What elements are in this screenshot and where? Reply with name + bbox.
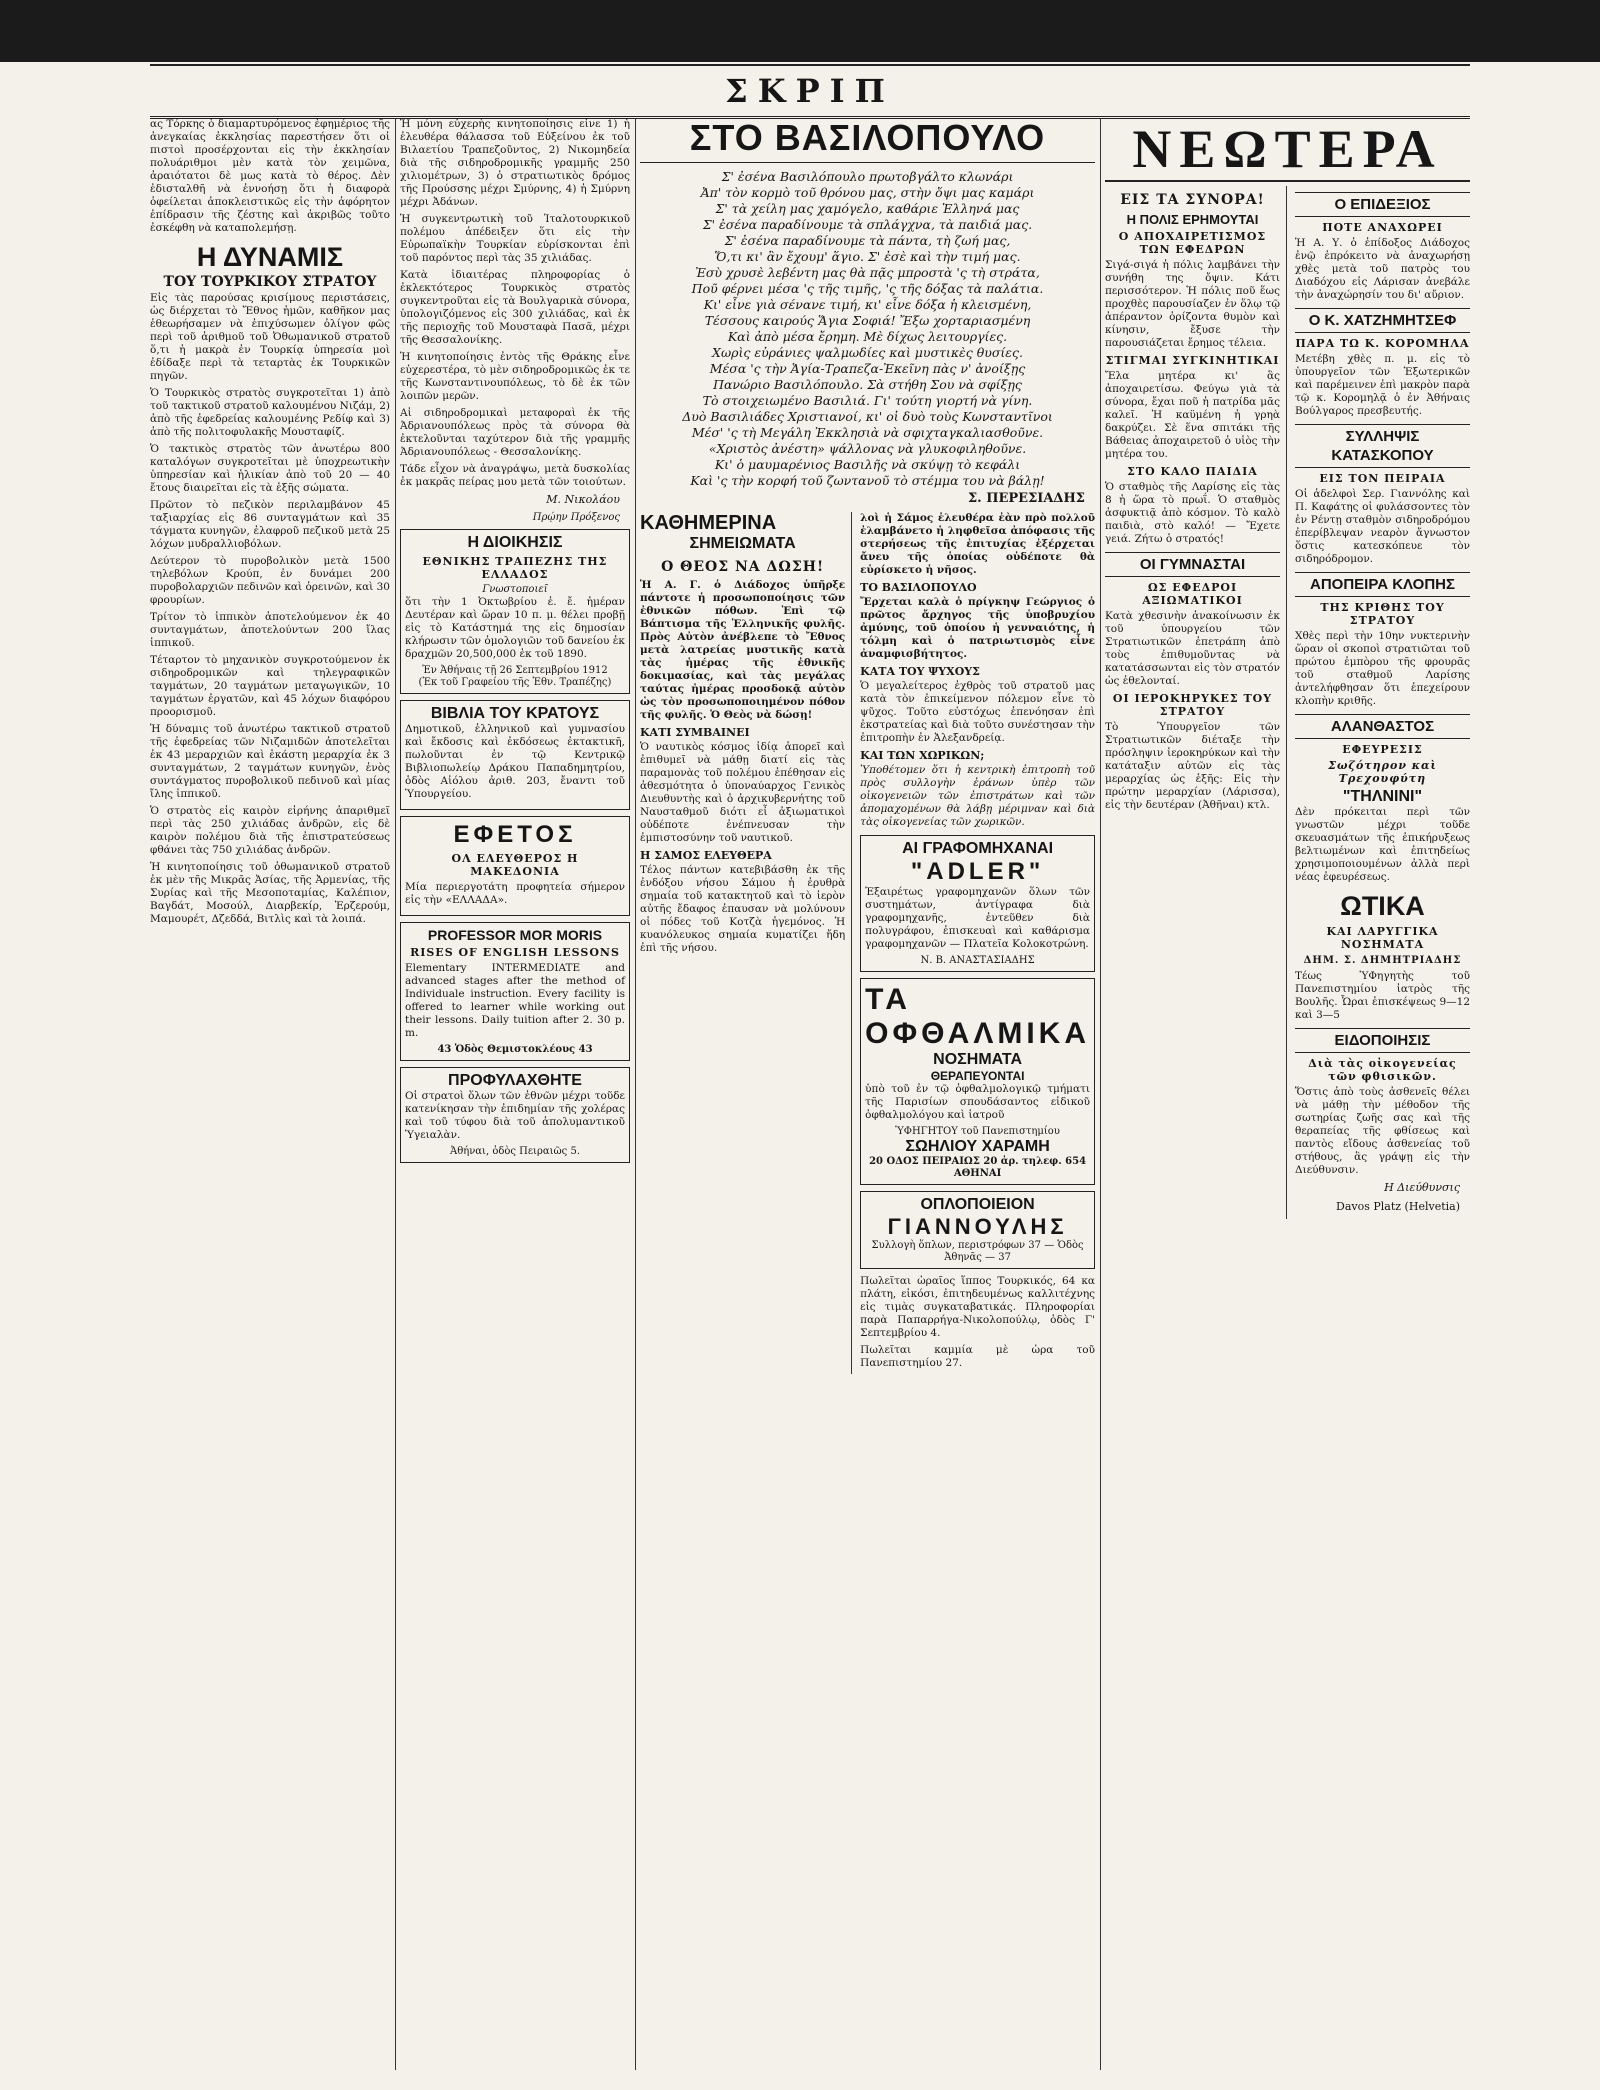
bank-notice-title: Η ΔΙΟΙΚΗΣΙΣ bbox=[467, 534, 563, 551]
profylaxis-ad bbox=[400, 1067, 630, 1163]
poem-line: Κι' εἶνε γιὰ σένανε τιμή, κι' εἶνε δόξα ἡ κλεισμένη, bbox=[703, 297, 1032, 312]
bank-notice-subtitle: ΕΘΝΙΚΗΣ ΤΡΑΠΕΖΗΣ ΤΗΣ ΕΛΛΑΔΟΣ bbox=[422, 555, 608, 581]
eye-ad-role: ὙΦΗΓΗΤΟΥ τοῦ Πανεπιστημίου bbox=[895, 1126, 1060, 1137]
section-body: Τέλος πάντων κατεβιβάσθη ἐκ τῆς ἐνδόξου νήσου Σάμου ἡ ἐρυθρὰ σημαία τοῦ κατακτητοῦ καὶ τὸ ἱερὸν αὐτῆς ἔδαφος ἐπαυσαν νὰ μολύνουν οἱ πόδες τοῦ Κοτζὰ ἡγεμόνος. Ἡ κυανόλευκος σημαία κυματίζει ἤδη ἐπὶ τῆς νήσου. bbox=[640, 864, 846, 954]
section-heading: ΤΟ ΒΑΣΙΛΟΠΟΥΛΟ bbox=[860, 581, 977, 594]
poem-line: Καὶ 'ς τὴν κορφή τοῦ ζωντανοῦ τὸ στέμμα του νὰ βάλῃ! bbox=[690, 473, 1045, 488]
section-subheading: Ο ΑΠΟΧΑΙΡΕΤΙΣΜΟΣ ΤΩΝ ΕΦΕΔΡΩΝ bbox=[1118, 230, 1267, 256]
adler-ad-title: ΑΙ ΓΡΑΦΟΜΗΧΑΝΑΙ bbox=[902, 840, 1054, 857]
section-heading: ΟΙ ΙΕΡΟΚΗΡΥΚΕΣ ΤΟΥ ΣΤΡΑΤΟΥ bbox=[1112, 692, 1273, 718]
column-rule bbox=[1100, 118, 1101, 2070]
english-lessons-ad bbox=[400, 922, 630, 1061]
poem-line: Χωρὶς εὐράνιες ψαλμωδίες καὶ μυστικὲς θυσίες. bbox=[712, 345, 1023, 360]
section-subheading: ΤΗΣ ΚΡΙΘΗΣ ΤΟΥ ΣΤΡΑΤΟΥ bbox=[1320, 601, 1445, 627]
author-role: Πρῴην Πρόξενος bbox=[532, 512, 620, 523]
section-body: Τέως ὙΦηγητὴς τοῦ Πανεπιστημίου ἰατρὸς τῆς Βουλῆς. Ὧραι ἐπισκέψεως 9—12 καὶ 3—5 bbox=[1295, 970, 1470, 1021]
profylaxis-title: ΠΡΟΦΥΛΑΧΘΗΤΕ bbox=[448, 1072, 582, 1089]
efetos-ad bbox=[400, 816, 630, 916]
author-signature: Μ. Νικολάου bbox=[546, 493, 620, 506]
eye-ad-body: ὑπὸ τοῦ ἐν τῷ ὀφθαλμολογικῷ τμήματι τῆς Παρισίων σπουδάσαντος εἰδικοῦ ὀφθαλμολόγου καὶ ἰατροῦ bbox=[865, 1083, 1090, 1121]
masthead-title: ΣΚΡΙΠ bbox=[725, 72, 895, 110]
poem-line: Ποῦ φέρνει μέσα 'ς τῆς τιμῆς, 'ς τῆς δόξας τὰ παλάτια. bbox=[691, 281, 1044, 296]
notice-address: Davos Platz (Helvetia) bbox=[1336, 1200, 1460, 1213]
section-body: Ὁ μεγαλείτερος ἐχθρὸς τοῦ στρατοῦ μας κατὰ τὸν ἐπικείμενον πόλεμον εἶνε τὸ ψῦχος. Τοῦτο εὐστόχως ἐπενόησαν ἐπὶ ἐκστρατείας καὶ διὰ τοῦτο συνέστησαν τὴν ἐπιτροπὴν ἐν Ἀλεξανδρείᾳ. bbox=[860, 680, 1095, 744]
section-heading: ΚΑΙ ΤΩΝ ΧΩΡΙΚΩΝ; bbox=[860, 749, 985, 762]
adler-ad-sign: Ν. Β. ΑΝΑΣΤΑΣΙΑΔΗΣ bbox=[920, 955, 1035, 966]
poem-line: Σ' ἐσένα παραδίνουμε τὰ σπλάγχνα, τὰ παιδιά μας. bbox=[702, 217, 1033, 232]
english-lessons-body: Elementary INTERMEDIATE and advanced stages after the method of Individuale instruction. Every facility is offered to learner while working out their lessons. Daily tuition after 2. 30 p. m. bbox=[405, 962, 625, 1039]
notice-signature: Η Διεύθυνσις bbox=[1384, 1181, 1460, 1194]
section-heading: ΩΤΙΚΑ bbox=[1340, 891, 1425, 921]
news-right-subcolumn bbox=[1295, 186, 1470, 1219]
bank-notice-label: Γνωστοποιεῖ bbox=[482, 584, 548, 595]
section-subheading: ΚΑΙ ΛΑΡΥΓΓΙΚΑ ΝΟΣΗΜΑΤΑ bbox=[1326, 925, 1439, 951]
poem-line: Τέσσους καιρούς Ἅγια Σοφιά! Ἔξω χορταριασμένη bbox=[704, 313, 1031, 328]
section-heading: ΚΑΤΙ ΣΥΜΒΑΙΝΕΙ bbox=[640, 726, 750, 739]
news-two-column bbox=[1105, 186, 1470, 1219]
bank-notice-date: Ἐν Ἀθήναις τῇ 26 Σεπτεμβρίου 1912 bbox=[422, 665, 608, 676]
section-body: Σιγά-σιγά ἡ πόλις λαμβάνει τὴν συνήθη της ὄψιν. Κάτι περισσότερον. Ἡ πόλις ποῦ ἕως προχθὲς παρουσίαζεν ἐν ὅλῳ τῷ ἀπέραντον ὁρίζοντα θυμὸν καὶ κίνησιν, ἔξυσε τὴν παρουσιάζεται ἔρημος τέλεια. bbox=[1105, 259, 1280, 349]
section-body: Μετέβη χθὲς π. μ. εἰς τὸ ὑπουργεῖον τῶν Ἐξωτερικῶν καὶ παρέμεινεν ἐπὶ μακρὸν παρὰ τῷ κ. Κορομηλᾷ ὁ ἐν Ἀθήναις Βούλγαρος πρεσβευτής. bbox=[1295, 353, 1470, 417]
books-ad bbox=[400, 700, 630, 810]
section-subheading: Σωζότηρον καὶ Τρεχουφύτη bbox=[1328, 759, 1437, 785]
daily-notes-body: Ἡ Α. Γ. ὁ Διάδοχος ὑπῆρξε πάντοτε ἡ προσωποποίησις τῶν ἐθνικῶν πόθων. Ἐπὶ τῷ Βάπτισμα τῆς Ἑλληνικῆς φυλῆς. Πρὸς Αὐτὸν ἀνέβλεπε τὸ Ἔθνος μετὰ λατρείας μυστικῆς κατὰ τὰς ἡμέρας τῆς ἐθνικῆς δοκιμασίας, καὶ τὰς μεγάλας ταύτας ἡμέρας προσδοκᾷ αὐτὸν ὡς τὸν προσωποποιημένον πόθον τῆς φυλῆς. Ὁ Θεὸς νὰ δώσῃ! bbox=[640, 579, 846, 721]
section-body: Ὅστις ἀπὸ τοὺς ἀσθενεῖς θέλει νὰ μάθῃ τὴν μέθοδον τῆς σωτηρίας ζωῆς σας καὶ τῆς θεραπείας τῆς φθίσεως καὶ παντὸς εἴδους ἀσθενείας τοῦ στήθους, ἂς γράψῃ εἰς τὴν Διεύθυνσιν. bbox=[1295, 1086, 1470, 1176]
arms-shop-ad bbox=[860, 1191, 1095, 1269]
daily-notes-title: ΚΑΘΗΜΕΡΙΝΑ bbox=[640, 512, 777, 534]
section-heading: ΣΤΟ ΚΑΛΟ ΠΑΙΔΙΑ bbox=[1127, 465, 1258, 478]
poem-line: Ἐσὺ χρυσὲ λεβέντη μας θὰ πᾷς μπροστὰ 'ς τὴ στράτα, bbox=[695, 265, 1040, 280]
column-3 bbox=[640, 118, 1095, 2080]
section-body: Τὸ Ὑπουργεῖον τῶν Στρατιωτικῶν διέταξε τὴν πρόσληψιν ἱεροκηρύκων καὶ τὴν κατάταξιν αὐτῶν εἰς τὰς μεραρχίας ὡς ἑξῆς: Εἰς τὴν πρώτην μεραρχίαν (Λάρισσα), εἰς τὴν δευτέραν (Ἀθῆναι) κτλ. bbox=[1105, 721, 1280, 811]
article-paragraph: Τάδε εἶχον νὰ ἀναγράψω, μετὰ δυσκολίας ἐκ μακρᾶς πείρας μου μετὰ τῶν τοιούτων. bbox=[400, 463, 630, 488]
article-title: Η ΔΥΝΑΜΙΣ bbox=[196, 242, 344, 272]
poem-author: Σ. ΠΕΡΕΣΙΑΔΗΣ bbox=[967, 491, 1085, 506]
section-body: Ὁ ναυτικὸς κόσμος ἰδίᾳ ἀπορεῖ καὶ ἐπιθυμεῖ νὰ μάθῃ διατί εἰς τὰς παραμονὰς τοῦ πολέμου ἐπέθησαν εἰς ἀθεσμότητα ὁ ὑποναύαρχος Γενικὸς Διευθυντὴς καὶ ὁ ἀρχικυβερνήτης τοῦ Ναυσταθμοῦ διότι εἶ ἀξιωματικοὶ οὐδέποτε ἐνέπνευσαν τὴν ἐμπιστοσύνην τοῦ ναυτικοῦ. bbox=[640, 741, 846, 844]
section-body: Ὁ σταθμὸς τῆς Λαρίσης εἰς τὰς 8 ἡ ὥρα τὸ πρωΐ. Ὁ σταθμὸς ἀσφυκτιᾷ ἀπὸ κόσμον. Τὸ καλὸ παιδιὰ, στὸ καλό! — Ἔχετε γειά. Ζήτω ὁ στρατός! bbox=[1105, 481, 1280, 545]
section-subheading: ΠΟΤΕ ΑΝΑΧΩΡΕΙ bbox=[1322, 221, 1443, 234]
section-body: Οἱ ἀδελφοὶ Σερ. Γιαννόλης καὶ Π. Καφάτης οἱ φυλάσσοντες τὸν ἐν Ρέντῃ σταθμὸν σιδηροδρόμου ἐπερίβλεψαν νεαρὸν ἄγνωστον ὅστις κατεσκόπευε τὸν σιδηρόδρομον. bbox=[1295, 488, 1470, 565]
poem-line: Μέσ' 'ς τὴ Μεγάλη Ἐκκλησιὰ νὰ σφιχταγκαλιασθοῦνε. bbox=[691, 425, 1044, 440]
two-column-section bbox=[640, 512, 1095, 1374]
article-text: ας Τόρκης ὁ διαμαρτυρόμενος ἐφημέριος τῆς ἀνεγκαίας ἐκκλησίας παρεστήσεν ὅτι οἱ πιστοὶ προσέρχονται εἰς τὴν ἐκκλησίαν πολυάριθμοι μὲν κατὰ τὸν χειμῶνα, ἀραιότατοι δὲ μως κατὰ τὸ θέρος. Δὲν ἐδισταλθῆ νὰ ἐννοήσῃ ὅτι ἡ διαφορὰ ὀφείλεται ἀποκλειστικῶς εἰς τὴν ἀφόρητον ἐπίδρασιν τῆς ζέστης καὶ ἀκριβῶς τοῦτο ἐσκέφθη νὰ καταπολεμήσῃ. bbox=[150, 118, 390, 234]
left-subcolumn bbox=[640, 512, 852, 1374]
arms-ad-body: Συλλογὴ ὅπλων, περιστρόφων 37 — Ὁδὸς Ἀθηνᾶς — 37 bbox=[871, 1240, 1084, 1263]
doctor-name: ΔΗΜ. Σ. ΔΗΜΗΤΡΙΑΔΗΣ bbox=[1303, 955, 1462, 966]
eye-ad-title-2: ΟΦΘΑΛΜΙΚΑ bbox=[865, 1017, 1090, 1050]
section-subheading: Η ΠΟΛΙΣ ΕΡΗΜΟΥΤΑΙ bbox=[1126, 212, 1259, 227]
article-paragraph: Ἡ δύναμις τοῦ ἀνωτέρω τακτικοῦ στρατοῦ τῆς ἐφεδρείας τῶν Νιζαμιδῶν ἀποτελεῖται ἐκ 43 μεραρχιῶν καὶ ἑκάστη μεραρχία ἐκ 3 συνταγμάτων, 2 ταγμάτων κυνηγῶν, ἑνὸς συντάγματος πυροβολικοῦ πεδινοῦ καὶ μίας ἴλης ἱππικοῦ. bbox=[150, 723, 390, 800]
column-2 bbox=[400, 118, 630, 2080]
column-1 bbox=[150, 118, 390, 2080]
eye-clinic-ad bbox=[860, 978, 1095, 1185]
adler-ad-body: Ἐξαιρέτως γραφομηχανῶν ὅλων τῶν συστημάτων, ἀντίγραφα διὰ γραφομηχανῆς, ἐντεῦθεν διὰ πολυγράφου, ἐπισκευαὶ καὶ καθάρισμα γραφομηχανῶν — Πλατεῖα Κολοκοτρώνη. bbox=[865, 886, 1090, 950]
section-heading: ΑΠΟΠΕΙΡΑ ΚΛΟΠΗΣ bbox=[1295, 572, 1470, 597]
daily-notes-head: Ο ΘΕΟΣ ΝΑ ΔΩΣΗ! bbox=[661, 559, 825, 575]
section-subheading: ΠΑΡΑ ΤΩ Κ. ΚΟΡΟΜΗΛΑ bbox=[1295, 337, 1470, 350]
article-paragraph: Πρῶτον τὸ πεζικὸν περιλαμβάνον 45 ταξιαρχίας εἰς 86 συνταγμάτων καὶ 35 τάγματα κυνηγῶν, ἐλαφροῦ πεζικοῦ μετὰ 25 λόχων μυδραλλιοβόλων. bbox=[150, 499, 390, 550]
section-heading: Ο Κ. ΧΑΤΖΗΜΗΤΣΕΦ bbox=[1295, 308, 1470, 333]
section-heading: ΣΤΙΓΜΑΙ ΣΥΓΚΙΝΗΤΙΚΑΙ bbox=[1105, 354, 1280, 367]
poem-title: ΣΤΟ ΒΑΣΙΛΟΠΟΥΛΟ bbox=[640, 118, 1095, 163]
poem-line: Ὅ,τι κι' ἂν ἔχουμ' ἅγιο. Σ' ἐσὲ καὶ τὴν τιμή μας. bbox=[714, 249, 1021, 264]
section-heading: ΟΙ ΓΥΜΝΑΣΤΑΙ bbox=[1105, 552, 1280, 577]
section-heading: ΚΑΤΑ ΤΟΥ ΨΥΧΟΥΣ bbox=[860, 665, 980, 678]
article-paragraph: Ὁ στρατὸς εἰς καιρὸν εἰρήνης ἀπαριθμεῖ περὶ τὰς 250 χιλιάδας ἀνδρῶν, εἰς δὲ καιρὸν πολέμου διὰ τῆς ἐπιστρατεύσεως φθάνει τὰς 750 χιλιάδας ἀνδρῶν. bbox=[150, 805, 390, 856]
article-paragraph: Ὁ τακτικὸς στρατὸς τῶν ἀνωτέρω 800 καταλόγων συγκροτεῖται μὲ ὑποχρεωτικὴν ὑπηρεσίαν καὶ ἡλικίαν ἀπὸ τοῦ 20 — 40 ἔτους διαιρεῖται εἰς τὰ ἑξῆς σώματα. bbox=[150, 443, 390, 494]
newspaper-masthead bbox=[150, 64, 1470, 119]
poem-line: Σ' ἐσένα Βασιλόπουλο πρωτοβγάλτο κλωνάρι bbox=[721, 169, 1014, 184]
section-body: λοὶ ἡ Σάμος ἐλευθέρα ἐὰν πρὸ πολλοῦ ἐλαμβάνετο ἡ ληφθεῖσα ἀπόφασις τῆς στερήσεως τῆς ἐπιτυχίας ἐξέρχεται ἄνευ τῆς ὁποίας οὐδέποτε θὰ εὑρίσκετο ἡ νῆσος. bbox=[860, 512, 1095, 576]
adler-ad bbox=[860, 835, 1095, 972]
section-body: Χθὲς περὶ τὴν 10ην νυκτερινὴν ὥραν οἱ σκοποὶ στρατιῶται τοῦ πρώτου ἐμπὸρου τῆς φρουρᾶς τοῦ σταθμοῦ Λαρίσης ἀντελήφθησαν ὅτι ἐπεχείρουν κλοπὴν κριθῆς. bbox=[1295, 630, 1470, 707]
efetos-ad-title: ΕΦΕΤΟΣ bbox=[453, 821, 577, 848]
article-paragraph: Κατὰ ἰδιαιτέρας πληροφορίας ὁ ἐκλεκτότερος Τουρκικὸς στρατὸς συγκεντροῦται εἰς τὰ Βουλγαρικὰ σύνορα, ὑπολογιζόμενος εἰς 300 χιλιάδας, καὶ ἐκ τῆς περιοχῆς τοῦ Μουσταφὰ Πασᾶ, μέχρι τῆς Θεσσαλονίκης. bbox=[400, 269, 630, 346]
section-body: Ἔλα μητέρα κι' ἃς ἀποχαιρετίσω. Φεύγω γιὰ τὰ σύνορα, ἔχαι ποῦ ἡ πατρίδα μᾶς καλεῖ. Ἡ καϋμένη ἡ γρηὰ δακρύζει. Σὲ ἕνα σπιτάκι τῆς Βάθειας ἀποχαιρετοῦ ὁ υἱὸς τὴν μητέρα του. bbox=[1105, 370, 1280, 460]
news-left-subcolumn bbox=[1105, 186, 1287, 1219]
article-paragraph: Αἱ σιδηροδρομικαὶ μεταφοραὶ ἐκ τῆς Ἀδριανουπόλεως πρὸς τὰ σύνορα θὰ ἐκτελοῦνται ταχύτερον διὰ τῆς γραμμῆς Ἀδριανουπόλεως - Θεσσαλονίκης. bbox=[400, 407, 630, 458]
section-body: Ἡ Α. Υ. ὁ ἐπίδοξος Διάδοχος ἐνῷ ἐπρόκειτο νὰ ἀναχωρήσῃ χθὲς μετὰ τοῦ πατρὸς του Διαδόχου εἰς Λάρισαν ἀνεβάλε τὴν ἀναχώρησίν του δι' αὔριον. bbox=[1295, 237, 1470, 301]
books-ad-title: ΒΙΒΛΙΑ ΤΟΥ ΚΡΑΤΟΥΣ bbox=[430, 705, 600, 722]
section-heading: ΕΙΔΟΠΟΙΗΣΙΣ bbox=[1295, 1028, 1470, 1053]
scan-top-band bbox=[0, 0, 1600, 62]
poem-line: Σ' ἐσένα παραδίνουμε τὰ πάντα, τὴ ζωή μας, bbox=[724, 233, 1011, 248]
section-body: Δὲν πρόκειται περὶ τῶν γνωστῶν μέχρι τοῦδε σκευασμάτων τῆς ἐπικήρυξεως βελτιωμένων καὶ ἐπιτηδείως χρησιμοποιουμένων ἀλλὰ περὶ νέας ἐφευρέσεως. bbox=[1295, 806, 1470, 883]
section-heading: ΑΛΑΝΘΑΣΤΟΣ bbox=[1295, 714, 1470, 739]
column-4 bbox=[1105, 118, 1470, 2080]
poem-line: Σ' τὰ χείλη μας χαμόγελο, καθάριε Ἑλληνά μας bbox=[715, 201, 1020, 216]
product-name: "ΤΗΛΝΙΝΙ" bbox=[1342, 788, 1423, 805]
article-paragraph: Ἡ μόνη εὐχερὴς κινητοποίησις εἶνε 1) ἡ ἐλευθέρα θάλασσα τοῦ Εὐξείνου ἐκ τοῦ Βιλαετίου Τραπεζοῦντος, 2) Νικομηδεία διὰ τῆς σιδηροδρομικῆς γραμμῆς 250 χιλιομέτρων, 3) ὁ στρατιωτικὸς δρόμος τῆς Προύσσης μέχρι Σμύρνης, 4) ἡ Σμύρνη μέχρι Ἀδάνων. bbox=[400, 118, 630, 208]
section-heading: ΕΙΣ ΤΑ ΣΥΝΟΡΑ! bbox=[1120, 192, 1265, 208]
bank-notice-sign: (Ἐκ τοῦ Γραφείου τῆς Ἐθν. Τραπέζης) bbox=[418, 677, 612, 688]
profylaxis-body: Οἱ στρατοὶ ὅλων τῶν ἐθνῶν μέχρι τοῦδε κατενίκησαν τὴν ἐπιδημίαν τῆς χολέρας καὶ τοῦ τύφου διὰ τοῦ ἀπολυμαντικοῦ Ὑγειαλὰν. bbox=[405, 1090, 625, 1141]
column-rule bbox=[635, 118, 636, 2070]
section-subheading: ΩΣ ΕΦΕΔΡΟΙ ΑΞΙΩΜΑΤΙΚΟΙ bbox=[1142, 581, 1243, 607]
efetos-ad-body: Μία περιεργοτάτη προφητεία σήμερον εἰς τὴν «ΕΛΛΑΔΑ». bbox=[405, 881, 625, 906]
poem-line: «Χριστὸς ἀνέστη» ψάλλονας νὰ γλυκοφιληθοῦνε. bbox=[708, 441, 1027, 456]
article-paragraph: Τρίτον τὸ ἱππικὸν ἀποτελούμενον ἐκ 40 συνταγμάτων, ἀποτελούντων 200 ἴλας ἱππικοῦ. bbox=[150, 611, 390, 649]
section-body: Ἔρχεται καλὰ ὁ πρίγκηψ Γεώργιος ὁ πρῶτος ἄρχηγος τῆς ὑποβρυχίου ἀμύνης, τοῦ ὁποίου ἡ γενναιότης, ἡ τόλμη καὶ ὁ πατριωτισμὸς εἶνε ἀναμφισβήτητος. bbox=[860, 596, 1095, 660]
daily-notes-subtitle: ΣΗΜΕΙΩΜΑΤΑ bbox=[689, 535, 796, 552]
column-rule bbox=[395, 118, 396, 2070]
article-paragraph: Ἡ συγκεντρωτικὴ τοῦ Ἰταλοτουρκικοῦ πολέμου ἀπέδειξεν ὅτι εἰς τὴν Εὐρωπαϊκὴν Τουρκίαν εὑρίσκονται ἐπὶ τοῦ παρόντος περὶ τὰς 35 χιλιάδας. bbox=[400, 213, 630, 264]
eye-ad-title-4: ΘΕΡΑΠΕΥΟΝΤΑΙ bbox=[930, 1069, 1025, 1083]
poem-body bbox=[640, 169, 1095, 489]
eye-ad-city: ΑΘΗΝΑΙ bbox=[953, 1168, 1002, 1179]
eye-ad-name: ΣΩΗΛΙΟΥ ΧΑΡΑΜΗ bbox=[905, 1138, 1050, 1155]
poem-line: Δυὸ Βασιλιάδες Χριστιανοί, κι' οἱ δυὸ τοὺς Κωνσταντῖνοι bbox=[682, 409, 1053, 424]
english-lessons-address: 43 Ὁδὸς Θεμιστοκλέους 43 bbox=[437, 1044, 593, 1055]
eye-ad-title-3: ΝΟΣΗΜΑΤΑ bbox=[933, 1051, 1023, 1068]
books-ad-body: Δημοτικοῦ, ἑλληνικοῦ καὶ γυμνασίου καὶ ἔκδοσις καὶ ἐκδόσεως ἐκτακτικῆ, πωλοῦνται ἐν τῷ Κεντρικῷ Βιβλιοπωλείῳ Δράκου Παπαδημητρίου, ὁδὸς Αἰόλου ἀριθ. 203, ἔναντι τοῦ Ὑπουργείου. bbox=[405, 723, 625, 800]
poem-line: Τὸ στοιχειωμένο Βασιλιά. Γι' τούτη γιορτή νὰ γίνη. bbox=[702, 393, 1033, 408]
english-lessons-subtitle: RISES OF ENGLISH LESSONS bbox=[410, 946, 620, 959]
section-subheading: ΕΦΕΥΡΕΣΙΣ bbox=[1342, 743, 1423, 756]
poem-line: Καὶ ἀπὸ μέσα ἔρημη. Μὲ δίχως λειτουργίες. bbox=[727, 329, 1008, 344]
arms-ad-title-1: ΟΠΛΟΠΟΙΕΙΟΝ bbox=[920, 1196, 1035, 1213]
bank-notice-body: ὅτι τὴν 1 Ὀκτωβρίου ἐ. ἔ. ἡμέραν Δευτέραν καὶ ὥραν 10 π. μ. θέλει προβῇ εἰς τὸ Κατάστημά της εἰς δημοσίαν κλήρωσιν τῶν ὁμολογιῶν τοῦ δανείου ἐκ δραχμῶν 20,500,000 ἐκ τοῦ 1890. bbox=[405, 596, 625, 660]
classified-text: Πωλεῖται καμμία μὲ ὠρα τοῦ Πανεπιστημίου 27. bbox=[860, 1344, 1095, 1369]
news-section-title: ΝΕΩΤΕΡΑ bbox=[1105, 118, 1470, 182]
poem-line: Κι' ὁ μαυμαρένιος Βασιλῆς νὰ σκύψῃ τὸ κεφάλι bbox=[714, 457, 1021, 472]
adler-ad-name: "ADLER" bbox=[910, 858, 1045, 885]
poem-line: Μέσα 'ς τὴν Ἁγία-Τραπεζα-Ἐκεῖνη πὰς ν' ἀνοίξῃς bbox=[709, 361, 1026, 376]
article-paragraph: Δεύτερον τὸ πυροβολικὸν μετὰ 1500 τηλεβόλων Κρούπ, ἐν δυνάμει 200 πυροβολαρχιῶν πεδινῶν καὶ ὀρεινῶν, καὶ 30 φρουρίων. bbox=[150, 555, 390, 606]
efetos-ad-subtitle: ΟΛ ΕΛΕΥΘΕΡΟΣ Η ΜΑΚΕΔΟΝΙΑ bbox=[451, 852, 579, 878]
section-body: Κατὰ χθεσινὴν ἀνακοίνωσιν ἐκ τοῦ ὑπουργείου τῶν Στρατιωτικῶν ἐπετράπη ἀπὸ τοὺς ἐπιθυμοῦντας νὰ κατατάσσωνται εἰς τὸν στρατόν ὡς ἐθελονταί. bbox=[1105, 610, 1280, 687]
bank-notice bbox=[400, 529, 630, 694]
article-subtitle: ΤΟΥ ΤΟΥΡΚΙΚΟΥ ΣΤΡΑΤΟΥ bbox=[163, 274, 377, 290]
article-paragraph: Εἰς τὰς παρούσας κρισίμους περιστάσεις, ὡς διέρχεται τὸ Ἔθνος ἡμῶν, καθῆκον μας ἐθεωρήσαμεν νὰ ἐπιχύσωμεν ὀλίγον φῶς περὶ τοῦ ἀριθμοῦ τοῦ Ὀθωμανικοῦ στρατοῦ ὅ,τι ἡ μακρὰ ἐν Τουρκίᾳ ὑπηρεσία μοὶ ἐδίδαξε περὶ τὰ τεταρτὰς ἐκ Τουρκικῶν πηγῶν. bbox=[150, 292, 390, 382]
section-heading: ΣΥΛΛΗΨΙΣ ΚΑΤΑΣΚΟΠΟΥ bbox=[1295, 424, 1470, 468]
poem-line: Πανώριο Βασιλόπουλο. Σὰ στήθη Σου νὰ σφίξῃς bbox=[713, 377, 1022, 392]
section-subheading: ΕΙΣ ΤΟΝ ΠΕΙΡΑΙΑ bbox=[1319, 472, 1446, 485]
eye-ad-title-1: ΤΑ bbox=[865, 983, 911, 1016]
section-subheading: Διὰ τὰς οἰκογενείας τῶν φθισικῶν. bbox=[1308, 1057, 1457, 1083]
poem-line: Ἀπ' τὸν κορμὸ τοῦ θρόνου μας, στὴν ὄψι μας καμάρι bbox=[700, 185, 1035, 200]
profylaxis-address: Ἀθήναι, ὁδὸς Πειραιῶς 5. bbox=[449, 1146, 581, 1157]
eye-ad-address: 20 ΟΔΟΣ ΠΕΙΡΑΙΩΣ 20 ἀρ. τηλεφ. 654 bbox=[869, 1156, 1087, 1167]
section-heading: Ο ΕΠΙΔΕΞΙΟΣ bbox=[1295, 192, 1470, 217]
section-heading: Η ΣΑΜΟΣ ΕΛΕΥΘΕΡΑ bbox=[640, 849, 772, 862]
article-paragraph: Ἡ κινητοποίησις τοῦ ὀθωμανικοῦ στρατοῦ ἐκ μὲν τῆς Μικρᾶς Ἀσίας, τῆς Ἀρμενίας, τῆς Συρίας καὶ τῆς Μεσοποταμίας, Καλέπιον, Βαγδάτ, Μοσούλ, Διαρβεκίρ, Ἐρζερούμ, Μαμουρέτ, Δζεδδά, Βιτλὶς καὶ τὰ λοιπά. bbox=[150, 861, 390, 925]
english-lessons-title: PROFESSOR MOR MORIS bbox=[427, 927, 603, 943]
arms-ad-title-2: ΓΙΑΝΝΟΥΛΗΣ bbox=[887, 1214, 1068, 1239]
article-paragraph: Ὁ Τουρκικὸς στρατὸς συγκροτεῖται 1) ἀπὸ τοῦ τακτικοῦ στρατοῦ καλουμένου Νιζάμ, 2) ἀπὸ τῆς ἐφεδρείας καλουμένης Ρεδίφ καὶ 3) ἀπὸ τῆς πολιτοφυλακῆς Μουσταφίζ. bbox=[150, 387, 390, 438]
article-paragraph: Τέταρτον τὸ μηχανικὸν συγκροτούμενον ἐκ σιδηροδρομικῶν καὶ τηλεγραφικῶν ταγμάτων, 20 ταγμάτων μεταγωγικῶν, 10 ταγμάτων ἐργατῶν, καὶ 45 λόχων διαφόρου προορισμοῦ. bbox=[150, 654, 390, 718]
article-paragraph: Ἡ κινητοποίησις ἐντὸς τῆς Θράκης εἶνε εὐχερεστέρα, τὸ μὲν σιδηροδρομικῶς ἐκ τε τῆς Κωνσταντινουπόλεως, τὸ δὲ ἐκ τῶν λοιπῶν μερῶν. bbox=[400, 351, 630, 402]
classified-text: Πωλεῖται ὡραῖος ἵππος Τουρκικός, 64 κα πλάτη, εἰκόσι, ἐπιτηδευμένως καλλιτέχνης εἰς τιμὰς συγκαταβατικάς. Πληροφορίαι παρὰ Παπαρρήγα-Νικολοπούλῳ, ὁδὸς Γ' Σεπτεμβρίου 4. bbox=[860, 1275, 1095, 1339]
section-body: Ὑποθέτομεν ὅτι ἡ κεντρικὴ ἐπιτροπὴ τοῦ πρὸς συλλογὴν ἐράνων ὑπὲρ τῶν οἰκογενειῶν τῶν ἐπιστράτων καὶ τῶν ἀπομαχομένων θὰ λάβῃ μέριμναν καὶ διὰ τὰς οἰκογενείας τῶν χωρικῶν. bbox=[860, 764, 1095, 828]
right-subcolumn bbox=[860, 512, 1095, 1374]
